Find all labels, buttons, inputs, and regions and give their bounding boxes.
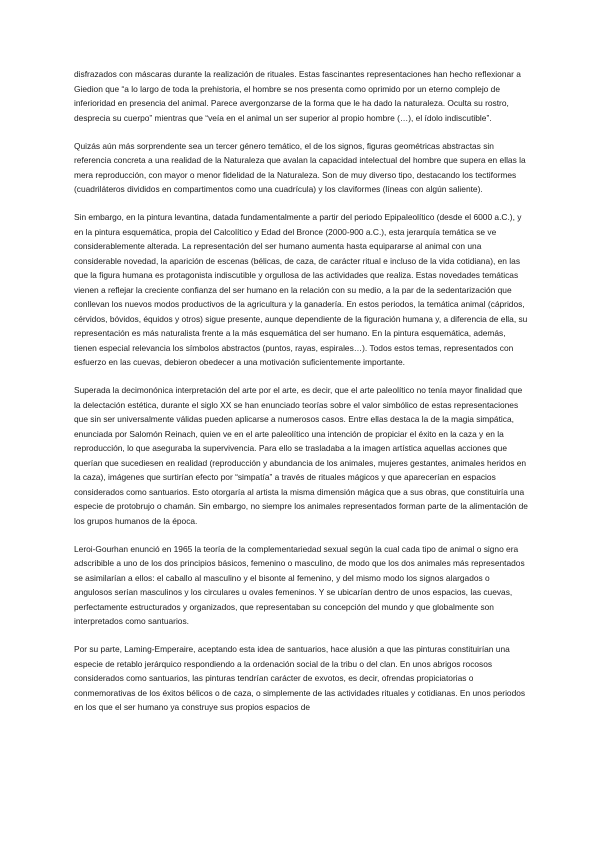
body-text — [74, 67, 529, 728]
paragraph: Sin embargo, en la pintura levantina, datada fundamentalmente a partir del periodo Epipaleolítico (desde el 6000 a.C.), y en la pintura esquemática, propia del Calcolítico y Edad del Bronce (2000-900 a.C.), esta jerarquía temática se ve considerablemente alterada. La representación del ser humano aumenta hasta equipararse al animal con una considerable novedad, la aparición de escenas (bélicas, de caza, de carácter ritual e incluso de la vida cotidiana), en las que la figura humana es protagonista indiscutible y orgullosa de las actividades que realiza. Estas novedades temáticas vienen a reflejar la creciente confianza del ser humano en la relación con su medio, a la par de la sedentarización que conllevan los nuevos modos productivos de la agricultura y la ganadería. En estos periodos, la temática animal (cápridos, cérvidos, bóvidos, équidos y otros) sigue presente, aunque dependiente de la figuración humana y, a diferencia de ella, su representación es más naturalista frente a la más esquemática del ser humano. En la pintura esquemática, además, tienen especial relevancia los símbolos abstractos (puntos, rayas, espirales…). Todos estos temas, representados con esfuerzo en las cuevas, debieron obedecer a una motivación suficientemente importante. — [74, 212, 528, 367]
paragraph: Quizás aún más sorprendente sea un tercer género temático, el de los signos, figuras geométricas abstractas sin referencia concreta a una realidad de la Naturaleza que avalan la capacidad intelectual del hombre que supera en ellas la mera reproducción, con mayor o menor fidelidad de la Naturaleza. Son de muy diverso tipo, destacando los tectiformes (cuadriláteros divididos en compartimentos como una cuadrícula) y los claviformes (líneas con algún saliente). — [74, 140, 526, 194]
paragraph: Leroi-Gourhan enunció en 1965 la teoría de la complementariedad sexual según la cual cada tipo de animal o signo era adscribible a uno de los dos principios básicos, femenino o masculino, de modo que los dos animales más representados se asimilarían a ellos: el caballo al masculino y el bisonte al femenino, y del mismo modo los signos alargados o angulosos serían masculinos y los circulares u ovales femeninos. Y se ubicarían dentro de unos espacios, las cuevas, perfectamente estructurados y organizados, que representaban su concepción del mundo y que globalmente son interpretados como santuarios. — [74, 543, 525, 626]
paragraph: disfrazados con máscaras durante la realización de rituales. Estas fascinantes representaciones han hecho reflexionar a Giedion que “a lo largo de toda la prehistoria, el hombre se nos presenta como oprimido por un eterno complejo de inferioridad en presencia del animal. Parece avergonzarse de la forma que le ha dado la naturaleza. Oculta su rostro, desprecia su cuerpo” mientras que “veía en el animal un ser superior al propio hombre (…), el ídolo indiscutible”. — [74, 69, 521, 123]
paragraph: Superada la decimonónica interpretación del arte por el arte, es decir, que el arte paleolítico no tenía mayor finalidad que la delectación estética, durante el siglo XX se han enunciado teorías sobre el valor simbólico de estas representaciones que sin ser universalmente válidas pueden aplicarse a numerosos casos. Entre ellas destaca la de la magia simpática, enunciada por Salomón Reinach, quien ve en el arte paleolítico una intención de propiciar el éxito en la caza y en la reproducción, lo que aseguraba la supervivencia. Para ello se trasladaba a la imagen artística aquellas acciones que querían que sucediesen en realidad (reproducción y abundancia de los animales, mujeres gestantes, animales heridos en la caza), imágenes que surtirían efecto por “simpatía” a través de rituales mágicos y que aparecerían en espacios considerados como santuarios. Esto otorgaría al artista la misma dimensión mágica que a sus obras, que constituiría una especie de protobrujo o chamán. Sin embargo, no siempre los animales representados forman parte de la alimentación de los grupos humanos de la época. — [74, 385, 528, 526]
paragraph: Por su parte, Laming-Emperaire, aceptando esta idea de santuarios, hace alusión a que las pinturas constituirían una especie de retablo jerárquico respondiendo a la ordenación social de la tribu o del clan. En unos abrigos rocosos considerados como santuarios, las pinturas tendrían carácter de exvotos, es decir, ofrendas propiciatorias o conmemorativas de los éxitos bélicos o de caza, o simplemente de las actividades rituales y cotidianas. En unos periodos en los que el ser humano ya construye sus propios espacios de — [74, 644, 526, 712]
